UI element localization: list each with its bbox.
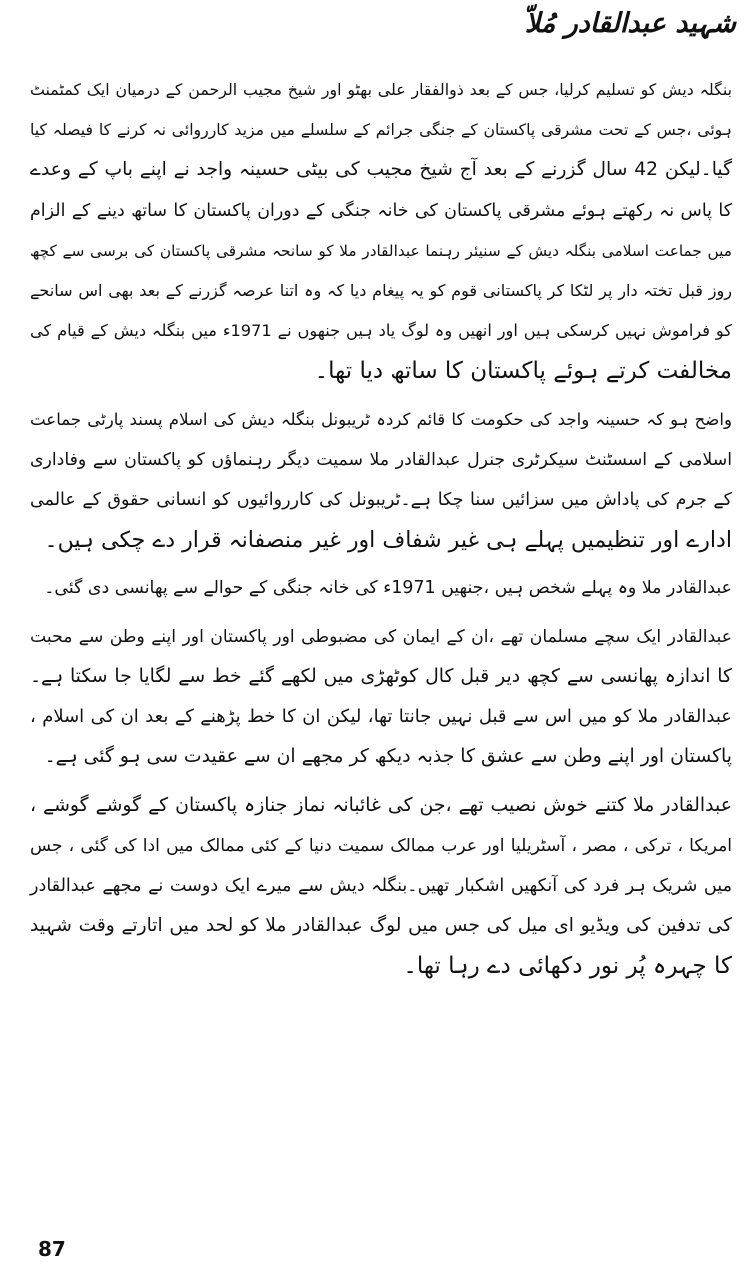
- text-line: کا اندازہ پھانسی سے کچھ دیر قبل کال کوٹھڑی میں لکھے گئے خط سے لگایا جا سکتا ہے۔: [30, 665, 732, 687]
- text-line: مخالفت کرتے ہوئے پاکستان کا ساتھ دیا تھا۔: [314, 358, 732, 385]
- text-line: عبدالقادر ملا کتنے خوش نصیب تھے ،جن کی غائبانہ نماز جنازہ پاکستان کے گوشے گوشے ،: [30, 794, 732, 817]
- text-line: واضح ہو کہ حسینہ واجد کی حکومت کا قائم کردہ ٹریبونل بنگلہ دیش کی اسلام پسند پارٹی جماعت: [30, 409, 732, 429]
- text-line: کے جرم کی پاداش میں سزائیں سنا چکا ہے۔ٹریبونل کی کارروائیوں کو انسانی حقوق کے عالمی: [30, 490, 732, 511]
- text-line: بنگلہ دیش کو تسلیم کرلیا، جس کے بعد ذوالفقار علی بھٹو اور شیخ مجیب الرحمن کے درمیان ایک کمٹمنٹ: [30, 80, 732, 99]
- text-line: کی تدفین کی ویڈیو ای میل کی جس میں لوگ عبدالقادر ملا کو لحد میں اتارتے وقت شہید: [30, 915, 732, 937]
- text-line: عبدالقادر ملا وہ پہلے شخص ہیں ،جنھیں 1971ء کی خانہ جنگی کے حوالے سے پھانسی دی گئی۔: [44, 578, 732, 599]
- paragraph: [30, 785, 732, 986]
- text-line: اسلامی کے اسسٹنٹ سیکرٹری جنرل عبدالقادر ملا سمیت دیگر رہنماؤں کو پاکستان سے وفاداری: [30, 449, 732, 470]
- text-line: عبدالقادر ایک سچے مسلمان تھے ،ان کے ایمان کی مضبوطی اور پاکستان اور اپنے وطن سے محبت: [30, 626, 732, 647]
- text-line: عبدالقادر ملا کو میں اس سے قبل نہیں جانتا تھا، لیکن ان کا خط پڑھنے کے بعد ان کی اسلام ،: [30, 706, 732, 728]
- text-line: میں شریک ہر فرد کی آنکھیں اشکبار تھیں۔بنگلہ دیش سے میرے ایک دوست نے مجھے عبدالقادر: [30, 875, 732, 896]
- paragraph: [30, 617, 732, 778]
- text-line: پاکستان اور اپنے وطن سے عشق کا جذبہ دیکھ کر مجھے ان سے عقیدت سی ہو گئی ہے۔: [44, 746, 732, 768]
- page-title: شہید عبدالقادر مُلاّ: [524, 8, 736, 39]
- text-line: کا پاس نہ رکھتے ہوئے مشرقی پاکستان کی خانہ جنگی کے دوران پاکستان کا ساتھ دینے کے الزام: [30, 200, 732, 221]
- text-line: ہوئی ،جس کے تحت مشرقی پاکستان کے جنگی جرائم کے سلسلے میں مزید کارروائی نہ کرنے کا فیصلہ کیا: [30, 120, 732, 140]
- text-line: امریکا ، ترکی ، مصر ، آسٹریلیا اور عرب ممالک سمیت دنیا کے کئی ممالک میں ادا کی گئی ، جس: [30, 835, 732, 856]
- text-line: کو فراموش نہیں کرسکی ہیں اور انھیں وہ لوگ یاد ہیں جنھوں نے 1971ء میں بنگلہ دیش کے قیام کی: [30, 321, 733, 341]
- text-line: میں جماعت اسلامی بنگلہ دیش کے سنیئر رہنما عبدالقادر ملا کو سانحہ مشرقی پاکستان کی برسی سے کچھ: [30, 241, 732, 260]
- text-line: روز قبل تختہ دار پر لٹکا کر پاکستانی قوم کو یہ پیغام دیا کہ وہ اتنا عرصہ گزرنے کے بعد بھی اس سانحے: [30, 281, 732, 301]
- text-line: گیا۔لیکن 42 سال گزرنے کے بعد آج شیخ مجیب کی بیٹی حسینہ واجد نے اپنے باپ کے وعدے: [30, 159, 732, 181]
- paragraph: [30, 70, 732, 392]
- text-line: ادارے اور تنظیمیں پہلے ہی غیر شفاف اور غیر منصفانہ قرار دے چکی ہیں۔: [44, 527, 732, 554]
- text-line: کا چہرہ پُر نور دکھائی دے رہا تھا۔: [403, 953, 732, 980]
- paragraph: [30, 400, 732, 561]
- article-body: [30, 70, 732, 986]
- paragraph: [30, 568, 732, 608]
- page-number: 87: [38, 1237, 66, 1261]
